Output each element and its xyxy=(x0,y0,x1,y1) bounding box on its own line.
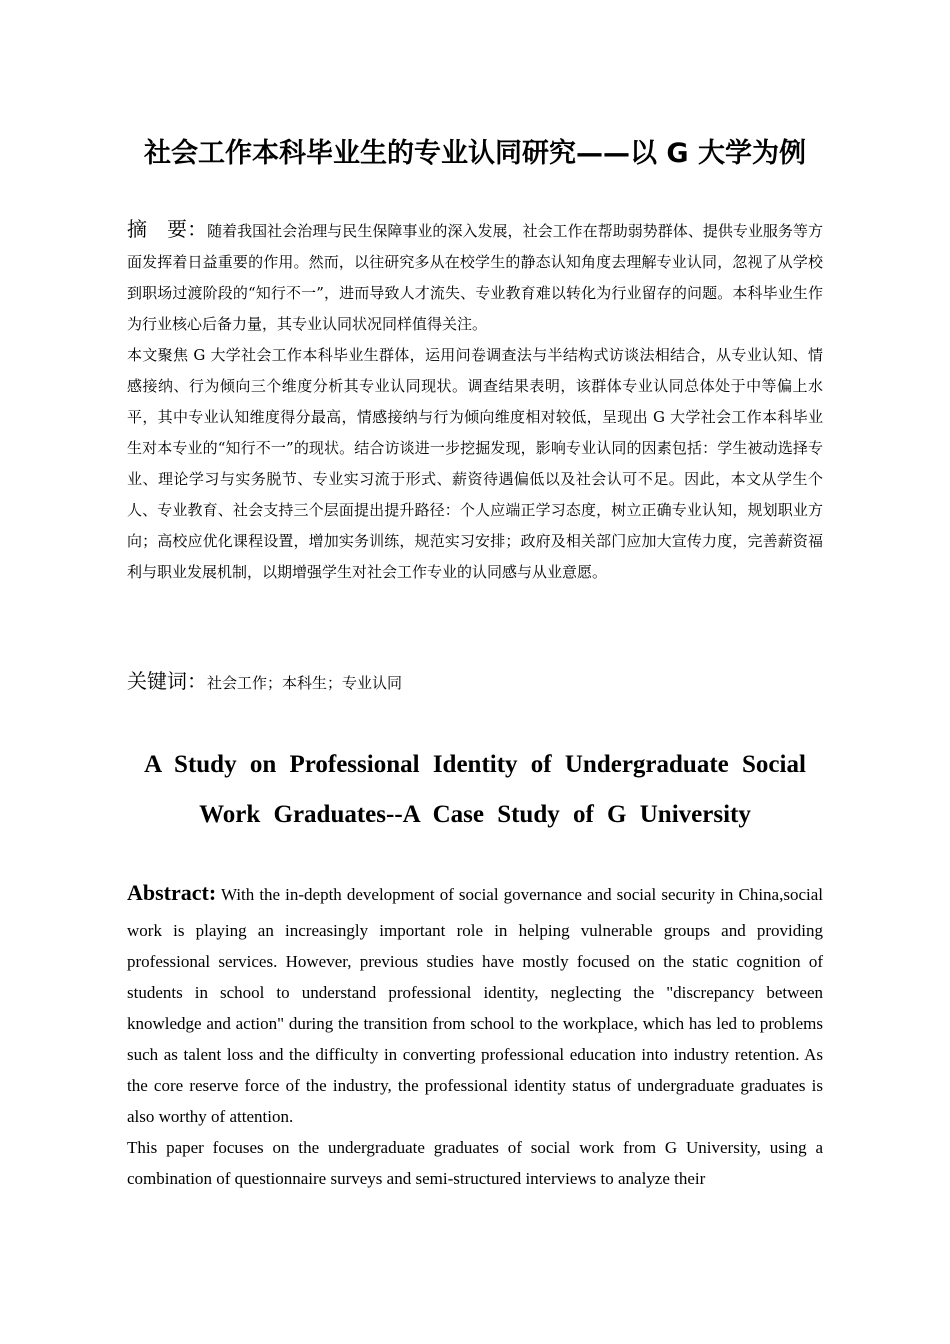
chinese-abstract-paragraph-2: 本文聚焦 G 大学社会工作本科毕业生群体，运用问卷调查法与半结构式访谈法相结合，从专业认知、情感接纳、行为倾向三个维度分析其专业认同现状。调查结果表明，该群体专业认同总体处于中等偏上水平，其中专业认知维度得分最高，情感接纳与行为倾向维度相对较低，呈现出 G 大学社会工作本科毕业生对本专业的“知行不一”的现状。结合访谈进一步挖掘发现，影响专业认同的因素包括：学生被动选择专业、理论学习与实务脱节、专业实习流于形式、薪资待遇偏低以及社会认可不足。因此，本文从学生个人、专业教育、社会支持三个层面提出提升路径：个人应端正学习态度，树立正确专业认知，规划职业方向；高校应优化课程设置，增加实务训练，规范实习安排；政府及相关部门应加大宣传力度，完善薪资福利与职业发展机制，以期增强学生对社会工作专业的认同感与从业意愿。 xyxy=(127,346,823,581)
english-title-line-2: Work Graduates--A Case Study of G University xyxy=(199,801,751,828)
chinese-keywords-text: 社会工作；本科生；专业认同 xyxy=(207,674,403,692)
chinese-keywords-label: 关键词： xyxy=(127,669,207,693)
chinese-abstract-text-1: 随着我国社会治理与民生保障事业的深入发展，社会工作在帮助弱势群体、提供专业服务等方面发挥着日益重要的作用。然而，以往研究多从在校学生的静态认知角度去理解专业认同，忽视了从学校到职场过渡阶段的“知行不一”，进而导致人才流失、专业教育难以转化为行业留存的问题。本科毕业生作为行业核心后备力量，其专业认同状况同样值得关注。 xyxy=(127,222,823,333)
english-abstract xyxy=(127,872,823,1194)
english-abstract-first-line: With the in-depth development of social governance and social security in China, xyxy=(216,885,784,904)
english-abstract-label: Abstract: xyxy=(127,880,217,905)
english-abstract-text-1: social work is playing an increasingly important role in helping vulnerable groups and providing professional services. However, previous studies have mostly focused on the static cognition of students in school to understand professional identity, neglecting the "discrepancy between knowledge and action" during the transition from school to the workplace, which has led to problems such as talent loss and the difficulty in converting professional education into industry retention. As the core reserve force of the industry, the professional identity status of undergraduate graduates is also worthy of attention. xyxy=(127,885,823,1126)
english-abstract-paragraph-1 xyxy=(127,872,823,1132)
chinese-keywords xyxy=(127,666,823,699)
chinese-abstract-label: 摘 要： xyxy=(127,217,208,241)
english-title-line-1: A Study on Professional Identity of Undergraduate Social xyxy=(144,751,806,778)
chinese-abstract-paragraph-1 xyxy=(127,214,823,340)
english-abstract-paragraph-2: This paper focuses on the undergraduate graduates of social work from G University, using a combination of questionnaire surveys and semi-structured interviews to analyze their xyxy=(127,1138,823,1188)
chinese-abstract xyxy=(127,214,823,588)
english-title xyxy=(127,740,823,840)
chinese-title: 社会工作本科毕业生的专业认同研究——以 G 大学为例 xyxy=(144,138,806,169)
